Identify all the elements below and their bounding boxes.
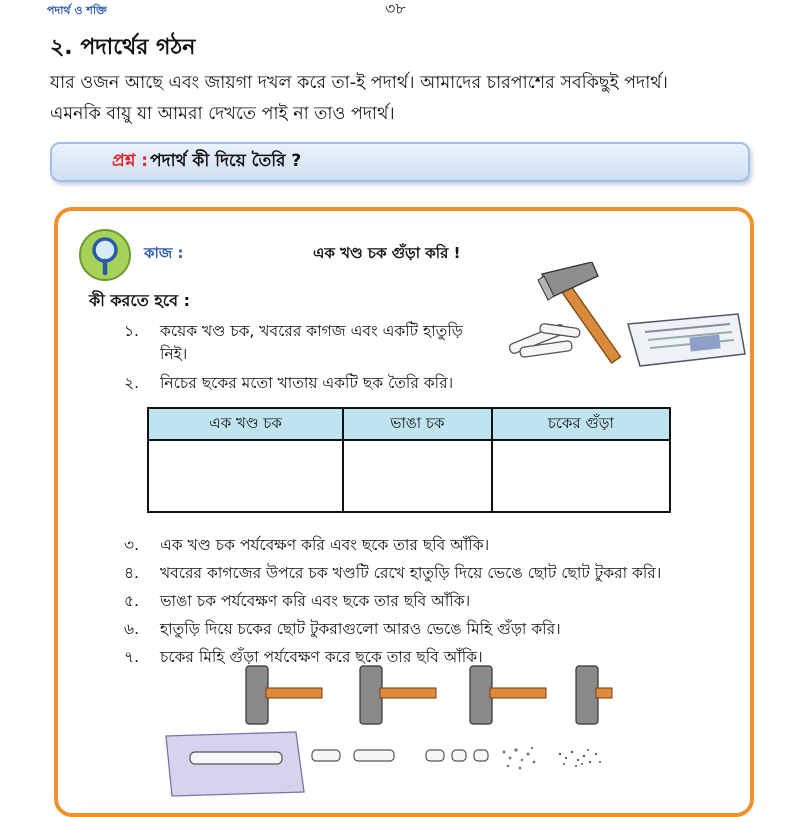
- chalk-fragments: [503, 747, 536, 770]
- materials-illustration: [500, 262, 750, 370]
- step-text: হাতুড়ি দিয়ে চকের ছোট টুকরাগুলো আরও ভেঙে মিহি গুঁড়া করি।: [160, 620, 561, 638]
- newspaper-icon: [166, 732, 304, 796]
- step-number: ৩.: [124, 536, 140, 554]
- step-text: নিচের ছকের মতো খাতায় একটি ছক তৈরি করি।: [160, 374, 454, 392]
- running-header-subject: পদার্থ ও শক্তি: [47, 4, 107, 17]
- table-cell: [492, 440, 670, 512]
- intro-paragraph: [50, 68, 790, 130]
- chalk-powder: [559, 749, 601, 767]
- question-text: পদার্থ কী দিয়ে তৈরি ?: [150, 151, 302, 171]
- hammer-icon: [576, 666, 612, 724]
- step-text: এক খণ্ড চক পর্যবেক্ষণ করি এবং ছকে তার ছবি আঁকি।: [160, 536, 490, 554]
- step-number: ৪.: [124, 564, 139, 582]
- step-2: [124, 372, 624, 395]
- step-text-continued: নিই।: [160, 345, 188, 363]
- hammer-icon: [360, 666, 436, 724]
- step-6: [124, 618, 744, 641]
- hammers-row: [236, 664, 616, 728]
- chalk-icon: [312, 750, 488, 761]
- todo-heading: কী করতে হবে :: [89, 291, 191, 310]
- newspaper-icon: [628, 314, 745, 366]
- magnifier-icon: [78, 228, 132, 282]
- step-1: [124, 320, 504, 366]
- step-text: চকের মিহি গুঁড়া পর্যবেক্ষণ করে ছকে তার ছবি আঁকি।: [160, 648, 483, 666]
- step-number: ৫.: [124, 592, 139, 610]
- activity-title: এক খণ্ড চক গুঁড়া করি !: [313, 244, 461, 262]
- chalk-stages-row: [164, 728, 614, 798]
- question-prefix: প্রশ্ন :: [112, 151, 149, 171]
- step-text: ভাঙা চক পর্যবেক্ষণ করি এবং ছকে তার ছবি আঁকি।: [160, 592, 471, 610]
- chalk-icon: [508, 323, 580, 357]
- intro-line-2: এমনকি বায়ু যা আমরা দেখতে পাই না তাও পদার্থ।: [50, 104, 395, 124]
- step-text: কয়েক খণ্ড চক, খবরের কাগজ এবং একটি হাতুড়ি: [160, 322, 463, 340]
- hammer-icon: [470, 666, 546, 724]
- step-number: ৭.: [124, 648, 140, 666]
- table-header-cell: ভাঙা চক: [343, 408, 491, 440]
- step-number: ৬.: [124, 620, 140, 638]
- activity-label: কাজ :: [144, 244, 184, 262]
- step-5: [124, 590, 744, 613]
- intro-line-1: যার ওজন আছে এবং জায়গা দখল করে তা-ই পদার্থ। আমাদের চারপাশের সবকিছুই পদার্থ।: [50, 73, 668, 93]
- question-banner: [50, 142, 750, 182]
- step-3: [124, 534, 744, 557]
- table-header-cell: এক খণ্ড চক: [148, 408, 343, 440]
- hammer-icon: [246, 666, 322, 724]
- table-cell: [148, 440, 343, 512]
- table-header-cell: চকের গুঁড়া: [492, 408, 670, 440]
- section-title: ২. পদার্থের গঠন: [50, 35, 196, 60]
- page-number: ৩৮: [385, 0, 406, 18]
- table-cell: [343, 440, 491, 512]
- step-number: ২.: [124, 374, 140, 392]
- step-4: [124, 562, 784, 585]
- observation-table: [147, 407, 671, 513]
- step-text: খবরের কাগজের উপরে চক খণ্ডটি রেখে হাতুড়ি দিয়ে ভেঙে ছোট ছোট টুকরা করি।: [160, 564, 662, 582]
- step-number: ১.: [124, 322, 139, 340]
